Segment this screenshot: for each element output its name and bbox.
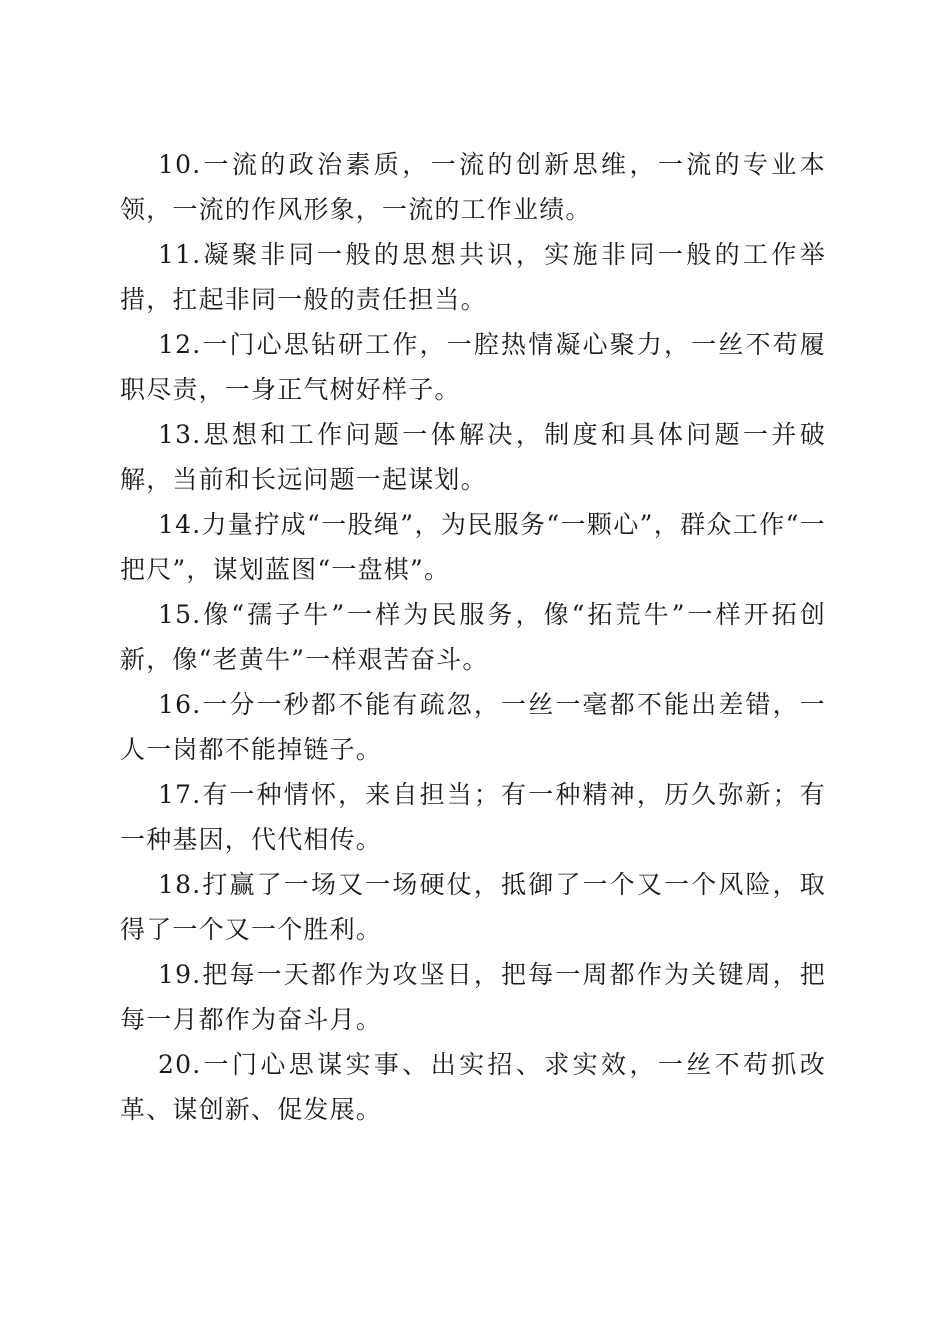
list-item-18: 18.打赢了一场又一场硬仗，抵御了一个又一个风险，取得了一个又一个胜利。 <box>120 870 826 944</box>
list-item-14: 14.力量拧成“一股绳”，为民服务“一颗心”，群众工作“一把尺”，谋划蓝图“一盘棋”。 <box>120 510 826 584</box>
list-item-16: 16.一分一秒都不能有疏忽，一丝一毫都不能出差错，一人一岗都不能掉链子。 <box>120 690 826 764</box>
list-item-17: 17.有一种情怀，来自担当；有一种精神，历久弥新；有一种基因，代代相传。 <box>120 780 826 854</box>
list-item-12: 12.一门心思钻研工作，一腔热情凝心聚力，一丝不苟履职尽责，一身正气树好样子。 <box>120 330 826 404</box>
list-item-19: 19.把每一天都作为攻坚日，把每一周都作为关键周，把每一月都作为奋斗月。 <box>120 960 826 1034</box>
list-item-15: 15.像“孺子牛”一样为民服务，像“拓荒牛”一样开拓创新，像“老黄牛”一样艰苦奋斗。 <box>120 600 826 674</box>
list-item-10: 10.一流的政治素质，一流的创新思维，一流的专业本领，一流的作风形象，一流的工作业绩。 <box>120 150 826 224</box>
list-item-13: 13.思想和工作问题一体解决，制度和具体问题一并破解，当前和长远问题一起谋划。 <box>120 420 826 494</box>
list-item-11: 11.凝聚非同一般的思想共识，实施非同一般的工作举措，扛起非同一般的责任担当。 <box>120 240 826 314</box>
list-item-20: 20.一门心思谋实事、出实招、求实效，一丝不苟抓改革、谋创新、促发展。 <box>120 1050 826 1124</box>
document-body <box>120 142 826 1132</box>
